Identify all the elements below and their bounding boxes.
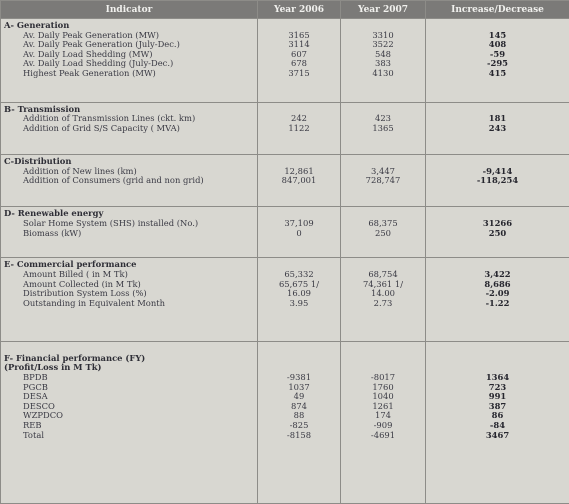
change-cell <box>426 258 569 342</box>
change-value: -2.09 <box>485 289 510 299</box>
indicator-label: Biomass (kW) <box>23 228 82 238</box>
spacer <box>258 260 340 270</box>
indicator-label: Addition of Grid S/S Capacity ( MVA) <box>23 124 180 134</box>
indicator-label: Av. Daily Peak Generation (MW) <box>23 30 160 40</box>
change-value: 1364 <box>485 373 510 383</box>
year-2006-value: 607 <box>291 49 307 59</box>
year-2006-value: 1037 <box>288 382 310 392</box>
year-2006-cell <box>258 19 341 103</box>
indicator-cell <box>1 342 258 504</box>
year-2006-value: 0 <box>296 228 302 238</box>
indicator-label: Solar Home System (SHS) installed (No.) <box>23 218 199 228</box>
change-value: 3467 <box>485 430 510 440</box>
change-value: -295 <box>487 59 508 69</box>
section-title: E- Commercial performance <box>4 260 137 270</box>
year-2007-value: 74,361 1/ <box>362 279 404 289</box>
year-2007-cell <box>341 102 426 154</box>
year-2006-value: -9381 <box>286 373 312 383</box>
year-2006-value: -8158 <box>286 430 312 440</box>
indicator-label: Distribution System Loss (%) <box>23 289 147 299</box>
section-block <box>1 342 569 504</box>
header-year-2006: Year 2006 <box>258 1 341 19</box>
year-2006-value: 3.95 <box>289 298 309 308</box>
spacer <box>258 21 340 31</box>
section-title: C-Distribution <box>4 157 72 167</box>
year-2006-cell <box>258 258 341 342</box>
spacer <box>426 21 569 31</box>
spacer <box>426 209 569 219</box>
indicator-label: Highest Peak Generation (MW) <box>23 68 156 78</box>
indicator-cell <box>1 19 258 103</box>
indicator-label: Addition of Consumers (grid and non grid) <box>23 176 204 186</box>
change-value: 991 <box>488 392 507 402</box>
year-2006-value: 847,001 <box>281 176 317 186</box>
spacer <box>341 105 425 115</box>
change-value: 3,422 <box>484 270 511 280</box>
spacer <box>341 354 425 364</box>
spacer <box>258 105 340 115</box>
year-2007-value: 1040 <box>372 392 394 402</box>
year-2006-value: 874 <box>291 401 307 411</box>
year-2007-cell <box>341 258 426 342</box>
change-value: 31266 <box>482 218 513 228</box>
header-increase-decrease: Increase/Decrease <box>426 1 569 19</box>
year-2007-value: 3522 <box>372 40 394 50</box>
year-2006-value: -825 <box>289 421 309 431</box>
year-2007-value: -909 <box>373 421 393 431</box>
section-block <box>1 102 569 154</box>
year-2006-value: 88 <box>293 411 305 421</box>
change-value: 8,686 <box>484 279 511 289</box>
indicator-label: Av. Daily Load Shedding (MW) <box>23 49 153 59</box>
spacer <box>426 344 569 354</box>
section-title: D- Renewable energy <box>4 209 104 219</box>
indicator-label: Av. Daily Load Shedding (July-Dec.) <box>23 59 174 69</box>
spacer <box>426 105 569 115</box>
change-value: 250 <box>488 228 507 238</box>
indicator-label: Outstanding in Equivalent Month <box>23 298 165 308</box>
year-2006-cell <box>258 102 341 154</box>
year-2007-value: 3,447 <box>371 166 395 176</box>
change-value: -1.22 <box>485 298 510 308</box>
year-2006-value: 65,332 <box>284 270 314 280</box>
year-2006-cell <box>258 342 341 504</box>
year-2006-cell <box>258 207 341 258</box>
year-2006-cell <box>258 155 341 207</box>
change-value: 86 <box>491 411 504 421</box>
year-2007-value: 4130 <box>372 68 394 78</box>
change-value: 145 <box>488 30 507 40</box>
year-2007-value: 14.00 <box>371 289 395 299</box>
change-value: -9,414 <box>482 166 513 176</box>
section-title: B- Transmission <box>4 104 81 114</box>
spacer <box>426 354 569 364</box>
year-2007-value: 3310 <box>372 30 394 40</box>
year-2007-value: 68,375 <box>368 218 398 228</box>
change-cell <box>426 19 569 103</box>
indicator-label: BPDB <box>23 373 48 383</box>
year-2006-value: 242 <box>291 114 307 124</box>
spacer <box>341 363 425 373</box>
spacer <box>426 260 569 270</box>
year-2007-value: 1261 <box>372 401 394 411</box>
change-value: 243 <box>488 124 507 134</box>
section-subtitle: (Profit/Loss in M Tk) <box>4 363 102 373</box>
year-2007-value: 2.73 <box>373 298 393 308</box>
spacer <box>426 363 569 373</box>
spacer <box>258 157 340 167</box>
indicator-label: DESCO <box>23 401 55 411</box>
spacer <box>341 21 425 31</box>
year-2006-value: 49 <box>293 392 305 402</box>
indicator-cell <box>1 102 258 154</box>
change-cell <box>426 207 569 258</box>
spacer <box>258 363 340 373</box>
change-value: -84 <box>489 421 506 431</box>
year-2007-value: 728,747 <box>365 176 401 186</box>
change-cell <box>426 342 569 504</box>
section-block <box>1 155 569 207</box>
spacer <box>258 344 340 354</box>
spacer <box>341 344 425 354</box>
year-2006-value: 1122 <box>288 124 310 134</box>
spacer <box>341 157 425 167</box>
year-2006-value: 12,861 <box>284 166 314 176</box>
year-2006-value: 3114 <box>288 40 310 50</box>
change-value: 408 <box>488 40 507 50</box>
section-title: F- Financial performance (FY) <box>4 353 146 363</box>
spacer <box>341 209 425 219</box>
spacer <box>258 209 340 219</box>
header-indicator: Indicator <box>1 1 258 19</box>
indicator-label: Amount Collected (in M Tk) <box>23 279 141 289</box>
indicator-label: Total <box>23 430 45 440</box>
year-2007-cell <box>341 207 426 258</box>
year-2006-value: 37,109 <box>284 218 314 228</box>
year-2006-value: 3715 <box>288 68 310 78</box>
change-cell <box>426 155 569 207</box>
indicator-label: PGCB <box>23 382 48 392</box>
indicator-cell <box>1 258 258 342</box>
change-value: 181 <box>488 114 507 124</box>
indicator-label: Amount Billed ( in M Tk) <box>23 270 128 280</box>
section-title: A- Generation <box>4 21 70 30</box>
year-2006-value: 678 <box>291 59 307 69</box>
year-2006-value: 65,675 1/ <box>278 279 320 289</box>
year-2006-value: 3165 <box>288 30 310 40</box>
year-2007-value: 68,754 <box>368 270 398 280</box>
year-2007-value: 383 <box>375 59 391 69</box>
year-2007-value: 1760 <box>372 382 394 392</box>
spacer <box>258 354 340 364</box>
header-year-2007: Year 2007 <box>341 1 426 19</box>
spacer <box>1 344 257 354</box>
indicator-cell <box>1 155 258 207</box>
change-cell <box>426 102 569 154</box>
change-value: -59 <box>489 49 506 59</box>
year-2007-value: 548 <box>375 49 391 59</box>
indicator-label: Addition of New lines (km) <box>23 166 137 176</box>
header-row <box>1 1 569 19</box>
change-value: 387 <box>488 401 507 411</box>
year-2007-value: 1365 <box>372 124 394 134</box>
section-block <box>1 258 569 342</box>
year-2007-value: -8017 <box>370 373 396 383</box>
section-block <box>1 207 569 258</box>
indicator-label: DESA <box>23 392 48 402</box>
year-2007-value: 250 <box>375 228 391 238</box>
indicator-label: WZPDCO <box>23 411 64 421</box>
spacer <box>341 260 425 270</box>
indicator-label: Av. Daily Peak Generation (July-Dec.) <box>23 40 180 50</box>
indicator-label: Addition of Transmission Lines (ckt. km) <box>23 114 196 124</box>
indicator-cell <box>1 207 258 258</box>
section-block <box>1 19 569 103</box>
year-2007-cell <box>341 155 426 207</box>
year-2007-cell <box>341 19 426 103</box>
indicator-label: REB <box>23 421 42 431</box>
change-value: 415 <box>488 68 507 78</box>
spacer <box>426 157 569 167</box>
year-2007-value: 423 <box>375 114 391 124</box>
year-2007-value: 174 <box>375 411 391 421</box>
change-value: 723 <box>488 382 507 392</box>
year-2007-cell <box>341 342 426 504</box>
year-2006-value: 16.09 <box>287 289 311 299</box>
year-2007-value: -4691 <box>370 430 396 440</box>
change-value: -118,254 <box>476 176 519 186</box>
